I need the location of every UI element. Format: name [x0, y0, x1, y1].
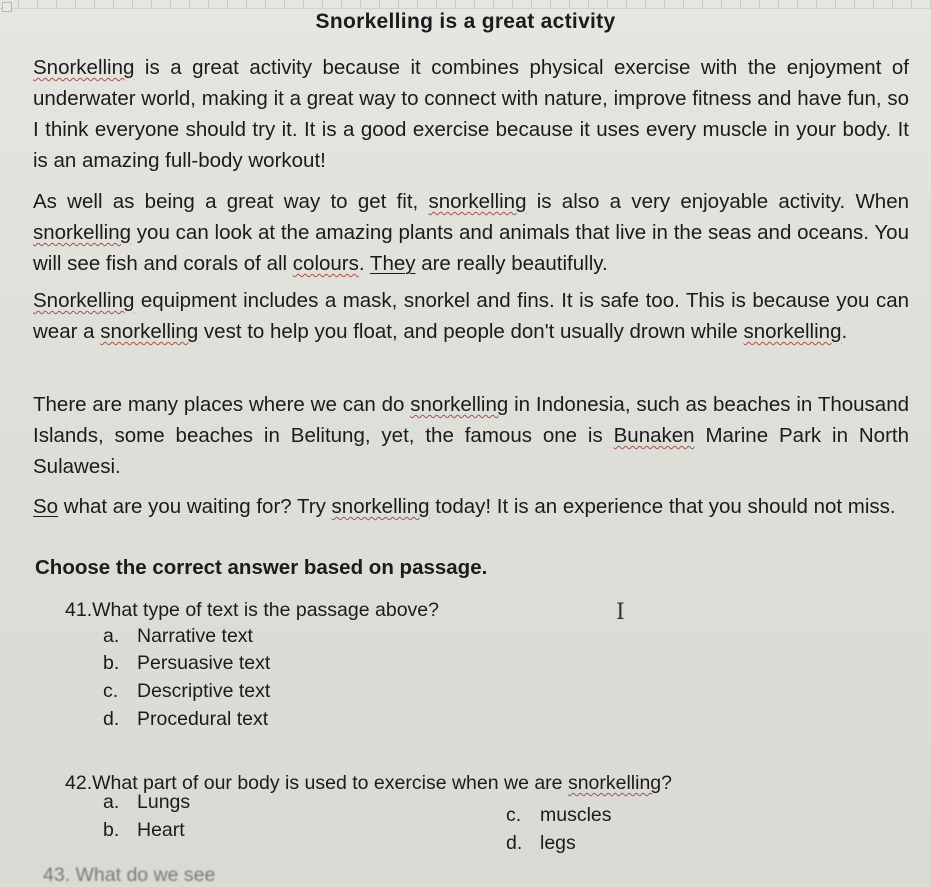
- option-text: Heart: [137, 819, 185, 841]
- spellcheck-word[interactable]: snorkelling: [100, 320, 199, 343]
- paragraph-text: are really beautifully.: [415, 252, 608, 275]
- option-letter: a.: [103, 625, 120, 647]
- spellcheck-word[interactable]: snorkelling: [33, 221, 131, 244]
- option-41-a: [103, 625, 253, 648]
- option-42-c: [506, 804, 612, 827]
- paragraph-text: There are many places where we can do: [33, 393, 411, 416]
- option-letter: d.: [103, 708, 120, 730]
- paragraph-text: you can look at the amazing plants and animals that live in the seas and oceans. You will see fish and corals of all: [33, 221, 909, 275]
- grammar-flagged-word[interactable]: They: [369, 252, 416, 275]
- option-text: Lungs: [137, 791, 191, 813]
- option-letter: a.: [103, 791, 120, 813]
- instruction-heading: Choose the correct answer based on passage.: [35, 556, 488, 579]
- option-letter: b.: [103, 652, 120, 674]
- paragraph-3: [33, 285, 909, 347]
- option-text: legs: [540, 832, 576, 854]
- paragraph-2: [33, 186, 909, 279]
- spellcheck-word[interactable]: Snorkelling: [33, 56, 135, 79]
- paragraph-text: .: [358, 252, 370, 275]
- grammar-flagged-word[interactable]: So: [33, 495, 59, 518]
- paragraph-text: Marine Park in North Sulawesi.: [33, 424, 909, 478]
- option-42-b: [103, 819, 185, 842]
- option-text: Persuasive text: [137, 652, 271, 674]
- text-cursor-icon: I: [616, 600, 625, 625]
- document-title: Snorkelling is a great activity: [315, 10, 616, 33]
- question-text: What type of text is the passage above?: [92, 599, 439, 621]
- spellcheck-word[interactable]: snorkelling: [331, 495, 430, 518]
- option-41-c: [103, 680, 270, 703]
- option-text: Narrative text: [137, 625, 253, 647]
- spellcheck-word[interactable]: snorkelling: [567, 772, 662, 794]
- question-41: [65, 599, 439, 622]
- paragraph-text: is also a very enjoyable activity. When: [526, 190, 909, 213]
- option-text: Descriptive text: [137, 680, 271, 702]
- spellcheck-word[interactable]: Bunaken: [613, 424, 695, 447]
- spellcheck-word[interactable]: snorkelling: [428, 190, 527, 213]
- option-42-d: [506, 832, 576, 855]
- option-letter: c.: [506, 804, 522, 826]
- option-letter: c.: [103, 680, 119, 702]
- option-letter: d.: [506, 832, 523, 854]
- paragraph-text: is a great activity because it combines physical exercise with the enjoyment of underwater world, making it a great way to connect with nature, improve fitness and have fun, so I think everyone should try it. It is a good exercise because it uses every muscle in your body. It is an amazing full-body workout!: [33, 56, 909, 172]
- paragraph-text: vest to help you float, and people don't usually drown while: [198, 320, 744, 343]
- question-number: 41.: [65, 599, 93, 621]
- option-41-b: [103, 652, 270, 675]
- option-41-d: [103, 708, 268, 731]
- option-text: muscles: [540, 804, 612, 826]
- paragraph-4: [33, 389, 909, 482]
- question-number: 42.: [65, 772, 93, 794]
- spellcheck-word[interactable]: Snorkelling: [33, 289, 135, 312]
- question-43-partial: 43. What do we see: [43, 864, 216, 886]
- option-letter: b.: [103, 819, 120, 841]
- paragraph-text: .: [841, 320, 848, 343]
- paragraph-text: what are you waiting for? Try: [58, 495, 332, 518]
- spellcheck-word[interactable]: snorkelling: [743, 320, 842, 343]
- top-ruler[interactable]: [0, 0, 931, 9]
- paragraph-text: today! It is an experience that you should not miss.: [429, 495, 896, 518]
- question-text: ?: [661, 772, 673, 794]
- paragraph-text: in Indonesia, such as beaches in Thousand Islands, some beaches in Belitung, yet, the famous one is: [33, 393, 909, 447]
- spellcheck-word[interactable]: snorkelling: [410, 393, 509, 416]
- option-text: Procedural text: [137, 708, 269, 730]
- option-42-a: [103, 791, 190, 814]
- paragraph-text: equipment includes a mask, snorkel and fins. It is safe too. This is because you can wear a: [33, 289, 909, 343]
- paragraph-5: [33, 491, 909, 522]
- question-text: What part of our body is used to exercise when we are: [92, 772, 568, 794]
- spellcheck-word[interactable]: colours: [292, 252, 359, 275]
- paragraph-1: [33, 52, 909, 176]
- paragraph-text: As well as being a great way to get fit,: [33, 190, 429, 213]
